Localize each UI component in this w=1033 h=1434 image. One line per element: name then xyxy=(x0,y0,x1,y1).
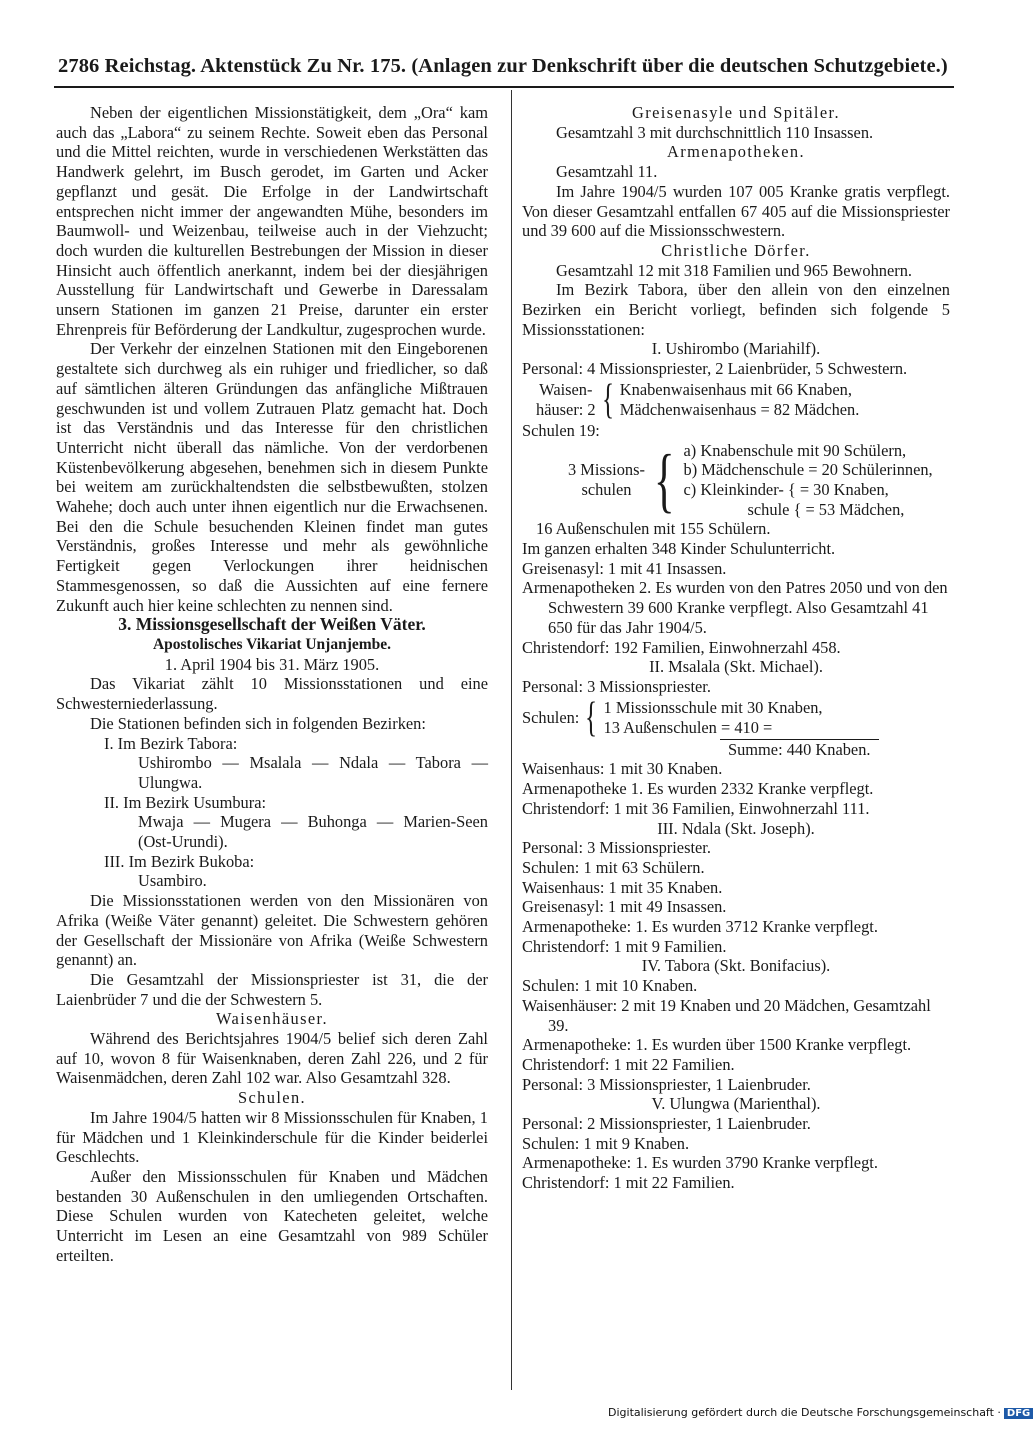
pharmacy-line: Armenapotheke 1. Es wurden 2332 Kranke verpflegt. xyxy=(522,779,874,799)
station-title: II. Msalala (Skt. Michael). xyxy=(649,657,823,677)
mission-schools-label: 3 Missions- xyxy=(568,460,645,480)
orphanage-label: Waisen- xyxy=(539,380,593,400)
subsection-heading: Apostolisches Vikariat Unjanjembe. xyxy=(152,635,392,653)
asylum-line: Greisenasyl: 1 mit 41 Insassen. xyxy=(522,558,727,578)
station-personal: Personal: 3 Missionspriester, 1 Laienbruder. xyxy=(522,1074,811,1094)
station-personal: Personal: 3 Missionspriester. xyxy=(522,838,711,858)
station-personal: Personal: 2 Missionspriester, 1 Laienbruder. xyxy=(522,1114,811,1134)
schools-label: Schulen 19: xyxy=(522,420,600,440)
district-stations: Usambiro. xyxy=(138,871,207,891)
brace-glyph: { xyxy=(653,439,675,520)
paragraph: Die Missionsstationen werden von den Missionären von Afrika (Weiße Väter genannt) geleitet. Die Schwestern gehören der Gesellschaft der Missionäre von Afrika (Weiße Schwestern genannt) an. xyxy=(56,891,488,970)
station-title: III. Ndala (Skt. Joseph). xyxy=(657,818,815,838)
schools-label: Schulen: xyxy=(522,707,580,727)
topic-heading: Schulen. xyxy=(237,1088,307,1108)
district-heading: II. Im Bezirk Usumbura: xyxy=(104,792,267,812)
topic-heading: Greisenasyle und Spitäler. xyxy=(631,103,840,122)
school-line: b) Mädchenschule = 20 Schülerinnen, xyxy=(683,460,933,480)
orphanage-line: Waisenhaus: 1 mit 30 Knaben. xyxy=(522,759,723,779)
header-rule xyxy=(54,86,954,88)
district-stations: Ushirombo — Msalala — Ndala — Tabora — Ulungwa. xyxy=(138,753,488,792)
mission-schools-label: schulen xyxy=(581,479,632,499)
footer-text: Digitalisierung gefördert durch die Deutsche Forschungsgemeinschaft · xyxy=(608,1406,1001,1419)
paragraph: Gesamtzahl 12 mit 318 Familien und 965 Bewohnern. xyxy=(556,260,912,280)
orphanage-label: häuser: 2 xyxy=(536,399,596,419)
pharmacy-line: Armenapotheke: 1. Es wurden 3790 Kranke verpflegt. xyxy=(522,1153,878,1173)
schools-line: Schulen: 1 mit 63 Schülern. xyxy=(522,857,705,877)
mission-schools-block xyxy=(522,441,950,520)
footer-credit xyxy=(608,1406,1033,1419)
village-line: Christendorf: 1 mit 22 Familien. xyxy=(522,1173,735,1193)
brace-glyph: { xyxy=(585,694,598,741)
school-line: c) Kleinkinder- { = 30 Knaben, xyxy=(683,479,889,499)
pharmacy-line: Armenapotheke: 1. Es wurden 3712 Kranke verpflegt. xyxy=(522,917,878,937)
paragraph: Im Jahre 1904/5 hatten wir 8 Missionsschulen für Knaben, 1 für Mädchen und 1 Kleinkinderschule für die Kinder beiderlei Geschlechts. xyxy=(56,1107,488,1167)
dfg-logo: DFG xyxy=(1004,1408,1033,1419)
total-line: Im ganzen erhalten 348 Kinder Schulunterricht. xyxy=(522,539,836,559)
paragraph: Gesamtzahl 3 mit durchschnittlich 110 Insassen. xyxy=(556,122,874,142)
orphanage-line: Mädchenwaisenhaus = 82 Mädchen. xyxy=(619,399,860,419)
sum-line xyxy=(522,739,950,760)
village-line: Christendorf: 192 Familien, Einwohnerzahl 458. xyxy=(522,637,841,657)
district-heading: I. Im Bezirk Tabora: xyxy=(104,733,238,753)
village-line: Christendorf: 1 mit 22 Familien. xyxy=(522,1054,735,1074)
paragraph: Außer den Missionsschulen für Knaben und Mädchen bestanden 30 Außenschulen in den umliegenden Ortschaften. Diese Schulen wurden von Katecheten geleitet, welche Unterricht im Lesen an eine Gesamtzahl von 989 Schüler erteilten. xyxy=(56,1166,488,1265)
paragraph: Das Vikariat zählt 10 Missionsstationen und eine Schwesterniederlassung. xyxy=(56,674,488,714)
village-line: Christendorf: 1 mit 9 Familien. xyxy=(522,936,727,956)
school-line: schule { = 53 Mädchen, xyxy=(747,499,905,519)
orphanage-line: Knabenwaisenhaus mit 66 Knaben, xyxy=(619,380,852,400)
paragraph: Die Gesamtzahl der Missionspriester ist 31, die der Laienbrüder 7 und die der Schwestern 5. xyxy=(56,969,488,1009)
school-line: 1 Missionsschule mit 30 Knaben, xyxy=(603,697,823,717)
paragraph: Neben der eigentlichen Missionstätigkeit, dem „Ora“ kam auch das „Labora“ zu seinem Rechte. Soweit eben das Personal und die Mittel reichten, wurde in verschiedenen Werkstätten das Handwerk gelehrt, im Busch gerodet, im Garten und Acker gepflanzt und gesät. Die Erfolge in der Landwirtschaft entsprechen nicht immer der angewandten Mühe, besonders im Baumwoll- und Weizenbau, teilweise auch in der Viehzucht; doch wurden die kulturellen Bestrebungen der Mission in dieser Hinsicht auch öffentlich anerkannt, indem bei der diesjährigen Ausstellung für Landwirtschaft und Gewerbe in Daressalam unsern Stationen im ganzen 21 Preise, darunter ein erster Ehrenpreis für Beförderung der Landkultur, zugesprochen wurde. xyxy=(56,103,488,339)
schools-line: Schulen: 1 mit 10 Knaben. xyxy=(522,976,698,996)
asylum-line: Greisenasyl: 1 mit 49 Insassen. xyxy=(522,897,727,917)
period-line: 1. April 1904 bis 31. März 1905. xyxy=(164,654,380,674)
topic-heading: Christliche Dörfer. xyxy=(661,240,811,260)
schools-block xyxy=(522,694,950,741)
station-personal: Personal: 3 Missionspriester. xyxy=(522,676,711,696)
section-heading: 3. Missionsgesellschaft der Weißen Väter. xyxy=(118,614,426,635)
paragraph: Die Stationen befinden sich in folgenden Bezirken: xyxy=(90,713,426,733)
sum-text: Summe: 440 Knaben. xyxy=(720,739,879,760)
orphanage-line: Waisenhaus: 1 mit 35 Knaben. xyxy=(522,877,723,897)
orphanage-block xyxy=(522,376,950,423)
paragraph: Im Jahre 1904/5 wurden 107 005 Kranke gratis verpflegt. Von dieser Gesamtzahl entfallen 67 405 auf die Missionspriester und 39 600 auf die Missionsschwestern. xyxy=(522,181,950,241)
topic-heading: Armenapotheken. xyxy=(667,142,805,162)
school-line: a) Knabenschule mit 90 Schülern, xyxy=(683,440,907,460)
schools-line: Schulen: 1 mit 9 Knaben. xyxy=(522,1133,690,1153)
district-stations: Mwaja — Mugera — Buhonga — Marien-Seen (Ost-Urundi). xyxy=(138,812,488,852)
paragraph: Im Bezirk Tabora, über den allein von den einzelnen Bezirken ein Bericht vorliegt, befinden sich folgende 5 Missionsstationen: xyxy=(522,280,950,339)
column-divider xyxy=(511,90,512,1390)
paragraph: Während des Berichtsjahres 1904/5 belief sich deren Zahl auf 10, wovon 8 für Waisenknaben, deren Zahl 226, und 2 für Waisenmädchen, deren Zahl 102 war. Also Gesamtzahl 328. xyxy=(56,1029,488,1088)
pharmacy-line: Armenapotheken 2. Es wurden von den Patres 2050 und von den Schwestern 39 600 Kranke verpflegt. Also Gesamtzahl 41 650 für das Jahr 1904/5. xyxy=(522,578,948,637)
brace-glyph: { xyxy=(601,376,614,423)
station-title: V. Ulungwa (Marienthal). xyxy=(651,1094,821,1114)
district-heading: III. Im Bezirk Bukoba: xyxy=(104,851,255,871)
right-column xyxy=(522,103,950,1193)
outer-schools: 16 Außenschulen mit 155 Schülern. xyxy=(536,519,771,539)
paragraph: Der Verkehr der einzelnen Stationen mit den Eingeborenen gestaltete sich durchweg als ein ruhiger und friedlicher, so daß auf sämtlichen älteren Gründungen das anfängliche Mißtrauen geschwunden ist und vollem Zutrauen Platz gemacht hat. Doch ist das Verständnis und das Interesse für den christlichen Unterricht nicht überall das nämliche. Von der verdorbenen Küstenbevölkerung abgesehen, benehmen sich in diesem Punkte bei weitem am zurückhaltendsten die selbstbewußten, stolzen Wahehe; doch auch unter ihnen eigentlich nur die Erwachsenen. Bei den die Schule besuchenden Kleinen findet man gutes Verständnis, großes Interesse und mehr als gewöhnliche Fertigkeit gegen Verlockungen ihrer heidnischen Stammesgenossen, so daß die Aussichten auf eine fernere Zukunft auch hier keine schlechten zu nennen sind. xyxy=(56,339,488,615)
paragraph: Gesamtzahl 11. xyxy=(556,162,658,182)
left-column xyxy=(56,103,488,1265)
village-line: Christendorf: 1 mit 36 Familien, Einwohnerzahl 111. xyxy=(522,798,870,818)
station-personal: Personal: 4 Missionspriester, 2 Laienbrüder, 5 Schwestern. xyxy=(522,359,908,379)
station-title: I. Ushirombo (Mariahilf). xyxy=(651,339,821,359)
school-line: 13 Außenschulen = 410 = xyxy=(603,717,773,737)
page-header: 2786 Reichstag. Aktenstück Zu Nr. 175. (Anlagen zur Denkschrift über die deutschen Schutzgebiete.) xyxy=(58,55,948,77)
pharmacy-line: Armenapotheke: 1. Es wurden über 1500 Kranke verpflegt. xyxy=(522,1035,912,1055)
orphanage-line: Waisenhäuser: 2 mit 19 Knaben und 20 Mädchen, Gesamtzahl 39. xyxy=(522,995,931,1035)
station-title: IV. Tabora (Skt. Bonifacius). xyxy=(641,956,831,976)
topic-heading: Waisenhäuser. xyxy=(215,1009,328,1029)
